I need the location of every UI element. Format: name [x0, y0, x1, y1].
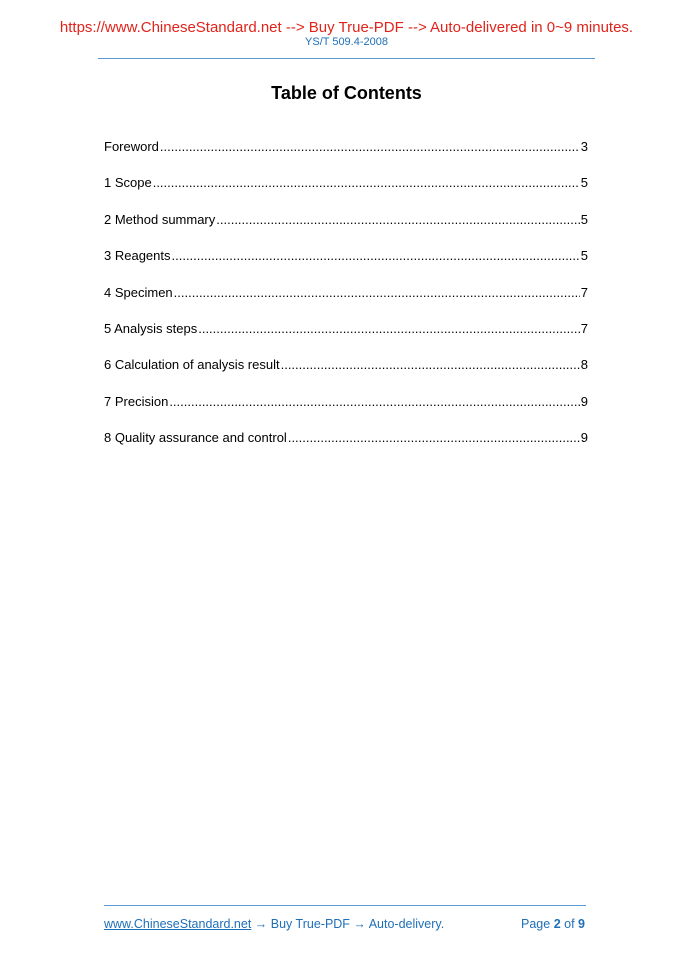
toc-entry-label: 6 Calculation of analysis result: [104, 357, 280, 373]
toc-entry-precision[interactable]: [104, 393, 588, 429]
toc-entry-page: 7: [580, 284, 588, 300]
toc-entry-label: 4 Specimen: [104, 284, 173, 300]
dot-leader: [169, 393, 579, 411]
toc-entry-label: 7 Precision: [104, 393, 169, 409]
toc-entry-page: 9: [580, 430, 588, 446]
dot-leader: [216, 211, 580, 229]
toc-entry-specimen[interactable]: [104, 284, 588, 320]
dot-leader: [281, 356, 580, 374]
toc-entry-page: 5: [580, 175, 588, 191]
toc-entry-label: 8 Quality assurance and control: [104, 430, 287, 446]
header-divider: [98, 58, 595, 59]
toc-entry-page: 3: [580, 139, 588, 154]
toc-entry-foreword[interactable]: [104, 138, 588, 174]
toc-entry-page: 8: [580, 357, 588, 373]
toc-entry-page: 9: [580, 393, 588, 409]
dot-leader: [288, 429, 580, 447]
footer-promo: [104, 916, 444, 932]
toc-entry-calculation[interactable]: [104, 356, 588, 392]
dot-leader: [174, 284, 580, 302]
toc-entry-label: 1 Scope: [104, 175, 152, 191]
promo-banner[interactable]: https://www.ChineseStandard.net --> Buy True-PDF --> Auto-delivered in 0~9 minutes.: [59, 19, 634, 36]
toc-entry-label: 5 Analysis steps: [104, 320, 198, 336]
toc-entry-label: 2 Method summary: [104, 211, 216, 227]
page-title: Table of Contents: [271, 83, 422, 103]
toc-entry-scope[interactable]: [104, 174, 588, 210]
standard-code: YS/T 509.4-2008: [305, 36, 388, 48]
toc-entry-label: Foreword: [104, 139, 159, 154]
toc-list: [104, 138, 588, 466]
toc-entry-page: 5: [580, 248, 588, 264]
toc-entry-quality-assurance[interactable]: [104, 429, 588, 465]
toc-entry-page: 7: [580, 320, 588, 336]
page-word: Page: [521, 917, 551, 931]
toc-entry-label: 3 Reagents: [104, 248, 171, 264]
toc-entry-page: 5: [580, 211, 588, 227]
toc-entry-reagents[interactable]: [104, 247, 588, 283]
page-total: 9: [578, 917, 585, 931]
page-indicator: [521, 916, 585, 932]
toc-entry-analysis-steps[interactable]: [104, 320, 588, 356]
dot-leader: [153, 174, 580, 192]
toc-entry-method-summary[interactable]: [104, 211, 588, 247]
footer-site-link[interactable]: www.ChineseStandard.net: [104, 917, 252, 931]
footer-tagline: → Buy True-PDF → Auto-delivery.: [251, 917, 445, 931]
footer-divider: [104, 905, 586, 906]
page-current: 2: [553, 917, 561, 931]
dot-leader: [198, 320, 580, 338]
dot-leader: [160, 138, 580, 156]
dot-leader: [172, 247, 580, 265]
of-word: of: [564, 917, 575, 931]
